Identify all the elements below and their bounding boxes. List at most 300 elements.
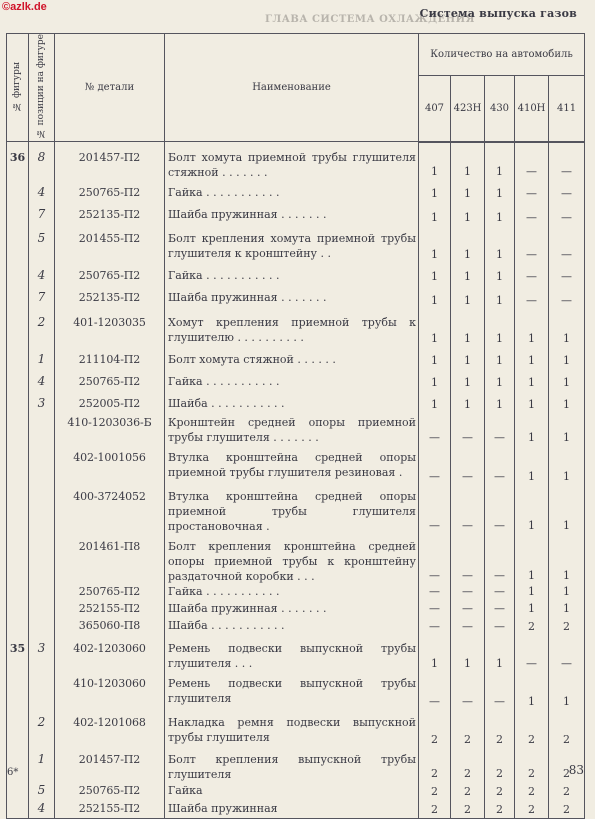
position-number-cell <box>29 485 55 534</box>
quantity-cell <box>419 446 451 485</box>
part-number-cell: 252135-П2 <box>55 202 165 226</box>
quantity-cell <box>451 369 485 391</box>
quantity-value: 1 <box>563 332 571 346</box>
table-row <box>7 748 585 782</box>
quantity-value: — <box>429 602 440 616</box>
col-model-header: 411 <box>549 75 585 141</box>
position-number-cell: 4 <box>29 180 55 202</box>
quantity-value: 1 <box>563 585 571 599</box>
part-name-cell: Гайка . . . . . . . . . . . <box>165 369 419 391</box>
quantity-cell <box>485 600 515 617</box>
quantity-cell <box>419 617 451 635</box>
figure-number-cell <box>7 391 29 413</box>
part-name-cell: Болт крепления хомута приемной трубы глушителя к кронштейну . . <box>165 226 419 263</box>
quantity-value: 1 <box>528 695 535 709</box>
col-model-header: 423Н <box>451 75 485 141</box>
quantity-value: — <box>429 519 440 533</box>
quantity-value: — <box>561 294 573 308</box>
quantity-value: — <box>526 270 537 284</box>
quantity-value: — <box>462 569 473 583</box>
quantity-value: 1 <box>496 187 503 201</box>
quantity-cell <box>549 485 585 534</box>
quantity-value: — <box>526 248 537 262</box>
figure-number-cell <box>7 584 29 600</box>
quantity-value: — <box>561 270 573 284</box>
quantity-cell <box>485 263 515 285</box>
quantity-value: — <box>494 585 505 599</box>
quantity-value: 1 <box>528 585 535 599</box>
quantity-value: — <box>462 620 473 634</box>
quantity-cell <box>419 672 451 710</box>
position-number-cell: 2 <box>29 710 55 748</box>
quantity-value: 2 <box>464 785 471 799</box>
part-name-cell: Хомут крепления приемной трубы к глушителю . . . . . . . . . . <box>165 309 419 347</box>
quantity-cell <box>451 600 485 617</box>
quantity-value: 1 <box>563 519 571 533</box>
position-number-cell <box>29 672 55 710</box>
position-number-cell: 3 <box>29 635 55 672</box>
figure-number-cell <box>7 347 29 369</box>
quantity-value: 1 <box>464 248 471 262</box>
table-row <box>7 180 585 202</box>
quantity-value: — <box>494 569 505 583</box>
col-qty-group-header: Количество на автомобиль <box>419 34 585 76</box>
quantity-value: 1 <box>563 431 571 445</box>
quantity-cell <box>419 710 451 748</box>
position-number-cell: 4 <box>29 263 55 285</box>
position-number-cell: 5 <box>29 782 55 800</box>
table-row <box>7 584 585 600</box>
quantity-cell <box>515 485 549 534</box>
col-position-header: № позиции на фигуре <box>29 34 55 142</box>
quantity-value: 1 <box>496 657 503 671</box>
part-name-cell: Втулка кронштейна средней опоры приемной трубы глушителя простановочная . <box>165 485 419 534</box>
quantity-value: 2 <box>563 785 571 799</box>
figure-number-cell: 36 <box>7 142 29 181</box>
part-name-cell: Шайба пружинная . . . . . . . <box>165 202 419 226</box>
quantity-value: 2 <box>528 767 535 781</box>
quantity-value: 1 <box>464 332 471 346</box>
quantity-cell <box>485 800 515 818</box>
quantity-cell <box>451 672 485 710</box>
position-number-cell: 1 <box>29 347 55 369</box>
quantity-cell <box>515 309 549 347</box>
quantity-value: — <box>462 695 473 709</box>
quantity-cell <box>451 485 485 534</box>
quantity-cell <box>549 142 585 181</box>
quantity-value: 1 <box>431 270 438 284</box>
quantity-cell <box>451 226 485 263</box>
quantity-value: 1 <box>464 294 471 308</box>
quantity-value: 1 <box>496 248 503 262</box>
quantity-cell <box>515 180 549 202</box>
quantity-value: 2 <box>431 785 438 799</box>
position-number-cell: 3 <box>29 391 55 413</box>
quantity-value: 2 <box>563 620 571 634</box>
quantity-cell <box>515 413 549 446</box>
figure-number-cell <box>7 202 29 226</box>
table-row <box>7 672 585 710</box>
quantity-cell <box>419 202 451 226</box>
figure-number-cell <box>7 782 29 800</box>
quantity-value: — <box>526 294 537 308</box>
quantity-cell <box>515 347 549 369</box>
quantity-cell <box>515 617 549 635</box>
quantity-value: 1 <box>464 398 471 412</box>
quantity-cell <box>419 263 451 285</box>
quantity-cell <box>419 391 451 413</box>
part-name-cell: Втулка кронштейна средней опоры приемной трубы глушителя резиновая . <box>165 446 419 485</box>
quantity-value: — <box>561 165 573 179</box>
quantity-cell <box>451 635 485 672</box>
col-model-header: 407 <box>419 75 451 141</box>
part-number-cell: 250765-П2 <box>55 782 165 800</box>
quantity-value: 1 <box>563 398 571 412</box>
quantity-value: 1 <box>464 165 471 179</box>
quantity-cell <box>515 263 549 285</box>
quantity-value: — <box>561 657 573 671</box>
quantity-cell <box>485 485 515 534</box>
quantity-value: 1 <box>496 270 503 284</box>
quantity-cell <box>549 309 585 347</box>
table-row <box>7 617 585 635</box>
quantity-cell <box>451 710 485 748</box>
quantity-value: 2 <box>496 767 503 781</box>
table-row <box>7 800 585 818</box>
quantity-cell <box>451 142 485 181</box>
quantity-value: 1 <box>431 354 438 368</box>
quantity-value: — <box>429 585 440 599</box>
quantity-value: 2 <box>496 785 503 799</box>
quantity-cell <box>419 413 451 446</box>
quantity-cell <box>419 800 451 818</box>
figure-number-cell <box>7 369 29 391</box>
quantity-value: 2 <box>496 733 503 747</box>
quantity-cell <box>515 600 549 617</box>
part-name-cell: Болт хомута стяжной . . . . . . <box>165 347 419 369</box>
quantity-cell <box>549 710 585 748</box>
quantity-value: 2 <box>528 802 535 816</box>
table-row <box>7 534 585 584</box>
quantity-cell <box>451 309 485 347</box>
quantity-value: 2 <box>563 733 571 747</box>
quantity-value: 1 <box>431 294 438 308</box>
quantity-cell <box>549 800 585 818</box>
part-number-cell: 402-1201068 <box>55 710 165 748</box>
table-row <box>7 635 585 672</box>
quantity-value: — <box>462 519 473 533</box>
part-number-cell: 201457-П2 <box>55 142 165 181</box>
quantity-cell <box>419 485 451 534</box>
part-name-cell: Ремень подвески выпускной трубы глушителя <box>165 672 419 710</box>
quantity-cell <box>451 202 485 226</box>
quantity-cell <box>515 285 549 309</box>
quantity-cell <box>515 226 549 263</box>
quantity-value: 2 <box>563 802 571 816</box>
quantity-cell <box>549 446 585 485</box>
part-number-cell: 201461-П8 <box>55 534 165 584</box>
quantity-cell <box>515 672 549 710</box>
quantity-cell <box>485 285 515 309</box>
quantity-value: 1 <box>563 354 571 368</box>
quantity-cell <box>419 635 451 672</box>
quantity-cell <box>419 584 451 600</box>
quantity-cell <box>419 285 451 309</box>
quantity-cell <box>419 748 451 782</box>
quantity-cell <box>485 446 515 485</box>
figure-number-cell <box>7 285 29 309</box>
quantity-value: 1 <box>464 270 471 284</box>
quantity-cell <box>515 446 549 485</box>
table-row <box>7 347 585 369</box>
position-number-cell <box>29 617 55 635</box>
table-row <box>7 446 585 485</box>
quantity-value: 1 <box>528 569 535 583</box>
figure-number-cell <box>7 226 29 263</box>
quantity-value: 1 <box>464 187 471 201</box>
quantity-cell <box>515 369 549 391</box>
part-number-cell: 401-1203035 <box>55 309 165 347</box>
quantity-cell <box>419 534 451 584</box>
quantity-value: 1 <box>528 354 535 368</box>
quantity-value: 1 <box>496 211 503 225</box>
quantity-cell <box>515 584 549 600</box>
table-row <box>7 391 585 413</box>
quantity-value: 2 <box>464 767 471 781</box>
quantity-cell <box>549 617 585 635</box>
quantity-value: 2 <box>464 733 471 747</box>
quantity-value: 1 <box>528 519 535 533</box>
quantity-value: — <box>494 602 505 616</box>
figure-number-cell <box>7 617 29 635</box>
quantity-cell <box>485 142 515 181</box>
quantity-cell <box>485 347 515 369</box>
table-row <box>7 142 585 181</box>
table-row <box>7 710 585 748</box>
part-name-cell: Шайба пружинная . . . . . . . <box>165 600 419 617</box>
quantity-cell <box>485 391 515 413</box>
quantity-cell <box>451 180 485 202</box>
quantity-cell <box>549 635 585 672</box>
figure-number-cell <box>7 309 29 347</box>
quantity-cell <box>485 584 515 600</box>
quantity-value: — <box>526 187 537 201</box>
quantity-value: 1 <box>464 376 471 390</box>
quantity-cell <box>515 202 549 226</box>
quantity-cell <box>419 142 451 181</box>
quantity-cell <box>485 180 515 202</box>
quantity-value: — <box>429 695 440 709</box>
quantity-cell <box>515 534 549 584</box>
position-number-cell: 2 <box>29 309 55 347</box>
part-number-cell: 252005-П2 <box>55 391 165 413</box>
quantity-cell <box>515 782 549 800</box>
figure-number-cell <box>7 413 29 446</box>
position-number-cell: 5 <box>29 226 55 263</box>
table-row <box>7 485 585 534</box>
part-name-cell: Гайка . . . . . . . . . . . <box>165 180 419 202</box>
figure-number-cell <box>7 263 29 285</box>
quantity-value: — <box>494 470 505 484</box>
quantity-value: — <box>494 519 505 533</box>
part-name-cell: Гайка . . . . . . . . . . . <box>165 263 419 285</box>
quantity-cell <box>515 142 549 181</box>
quantity-value: 1 <box>496 376 503 390</box>
quantity-cell <box>451 617 485 635</box>
col-model-header: 410Н <box>515 75 549 141</box>
quantity-cell <box>515 635 549 672</box>
quantity-cell <box>485 534 515 584</box>
quantity-cell <box>549 600 585 617</box>
quantity-cell <box>451 285 485 309</box>
quantity-value: 1 <box>431 332 438 346</box>
quantity-value: 1 <box>464 211 471 225</box>
position-number-cell <box>29 413 55 446</box>
quantity-cell <box>515 710 549 748</box>
quantity-cell <box>549 672 585 710</box>
quantity-cell <box>451 584 485 600</box>
quantity-value: 1 <box>528 376 535 390</box>
part-name-cell: Болт хомута приемной трубы глушителя стяжной . . . . . . . <box>165 142 419 181</box>
quantity-cell <box>419 226 451 263</box>
quantity-cell <box>451 347 485 369</box>
quantity-value: — <box>494 431 505 445</box>
table-row <box>7 369 585 391</box>
table-row <box>7 285 585 309</box>
quantity-value: — <box>526 165 537 179</box>
quantity-cell <box>549 413 585 446</box>
part-number-cell: 402-1203060 <box>55 635 165 672</box>
quantity-cell <box>485 635 515 672</box>
quantity-cell <box>515 391 549 413</box>
quantity-value: 1 <box>528 398 535 412</box>
part-number-cell: 410-1203036-Б <box>55 413 165 446</box>
table-row <box>7 782 585 800</box>
quantity-value: 1 <box>528 602 535 616</box>
quantity-cell <box>485 748 515 782</box>
quantity-value: 1 <box>464 354 471 368</box>
quantity-value: 1 <box>464 657 471 671</box>
figure-number-cell <box>7 710 29 748</box>
quantity-cell <box>451 534 485 584</box>
quantity-value: — <box>462 585 473 599</box>
quantity-cell <box>549 226 585 263</box>
quantity-value: 1 <box>431 376 438 390</box>
col-part-header: № детали <box>55 34 165 142</box>
quantity-cell <box>549 180 585 202</box>
quantity-value: 2 <box>528 785 535 799</box>
quantity-value: 1 <box>563 602 571 616</box>
quantity-cell <box>549 202 585 226</box>
quantity-value: — <box>526 657 537 671</box>
quantity-cell <box>515 748 549 782</box>
part-name-cell: Гайка . . . . . . . . . . . <box>165 584 419 600</box>
quantity-cell <box>419 309 451 347</box>
quantity-value: 1 <box>496 398 503 412</box>
position-number-cell <box>29 446 55 485</box>
parts-table <box>6 33 585 819</box>
quantity-value: 2 <box>464 802 471 816</box>
quantity-value: — <box>462 431 473 445</box>
part-name-cell: Кронштейн средней опоры приемной трубы глушителя . . . . . . . <box>165 413 419 446</box>
part-number-cell: 252155-П2 <box>55 600 165 617</box>
quantity-value: — <box>494 620 505 634</box>
quantity-cell <box>549 263 585 285</box>
part-number-cell: 201457-П2 <box>55 748 165 782</box>
col-model-header: 430 <box>485 75 515 141</box>
quantity-cell <box>451 446 485 485</box>
part-number-cell: 250765-П2 <box>55 369 165 391</box>
figure-number-cell <box>7 180 29 202</box>
quantity-cell <box>549 369 585 391</box>
quantity-value: 1 <box>496 294 503 308</box>
figure-number-cell <box>7 485 29 534</box>
quantity-cell <box>419 782 451 800</box>
part-name-cell: Шайба пружинная <box>165 800 419 818</box>
position-number-cell: 1 <box>29 748 55 782</box>
quantity-value: — <box>526 211 537 225</box>
quantity-value: 1 <box>431 248 438 262</box>
table-row <box>7 309 585 347</box>
watermark: ©azlk.de <box>2 1 47 13</box>
part-number-cell: 252135-П2 <box>55 285 165 309</box>
quantity-value: — <box>462 470 473 484</box>
col-name-header: Наименование <box>165 34 419 142</box>
quantity-value: 1 <box>563 376 571 390</box>
quantity-value: 1 <box>431 187 438 201</box>
quantity-cell <box>515 800 549 818</box>
quantity-value: 1 <box>496 354 503 368</box>
page-number: 83 <box>568 763 584 777</box>
position-number-cell <box>29 534 55 584</box>
quantity-value: 1 <box>528 332 535 346</box>
quantity-cell <box>451 800 485 818</box>
quantity-value: 2 <box>563 767 571 781</box>
part-number-cell: 250765-П2 <box>55 584 165 600</box>
part-number-cell: 201455-П2 <box>55 226 165 263</box>
part-number-cell: 402-1001056 <box>55 446 165 485</box>
quantity-value: — <box>561 211 573 225</box>
part-name-cell: Шайба пружинная . . . . . . . <box>165 285 419 309</box>
quantity-value: 1 <box>496 332 503 346</box>
part-number-cell: 211104-П2 <box>55 347 165 369</box>
quantity-value: 1 <box>563 695 571 709</box>
table-row <box>7 202 585 226</box>
quantity-value: — <box>429 620 440 634</box>
quantity-value: — <box>561 248 573 262</box>
col-figure-header: № фигуры <box>7 34 29 142</box>
quantity-cell <box>485 782 515 800</box>
quantity-cell <box>485 672 515 710</box>
figure-number-cell: 35 <box>7 635 29 672</box>
quantity-cell <box>549 584 585 600</box>
position-number-cell: 4 <box>29 369 55 391</box>
quantity-value: 1 <box>563 470 571 484</box>
position-number-cell: 7 <box>29 202 55 226</box>
part-number-cell: 250765-П2 <box>55 180 165 202</box>
page-header-title: Система выпуска газов <box>419 7 577 20</box>
quantity-cell <box>419 180 451 202</box>
quantity-value: 2 <box>528 733 535 747</box>
quantity-value: 2 <box>431 767 438 781</box>
position-number-cell <box>29 600 55 617</box>
figure-number-cell <box>7 672 29 710</box>
position-number-cell: 8 <box>29 142 55 181</box>
quantity-cell <box>451 748 485 782</box>
part-name-cell: Шайба . . . . . . . . . . . <box>165 391 419 413</box>
position-number-cell: 7 <box>29 285 55 309</box>
quantity-value: 1 <box>431 398 438 412</box>
